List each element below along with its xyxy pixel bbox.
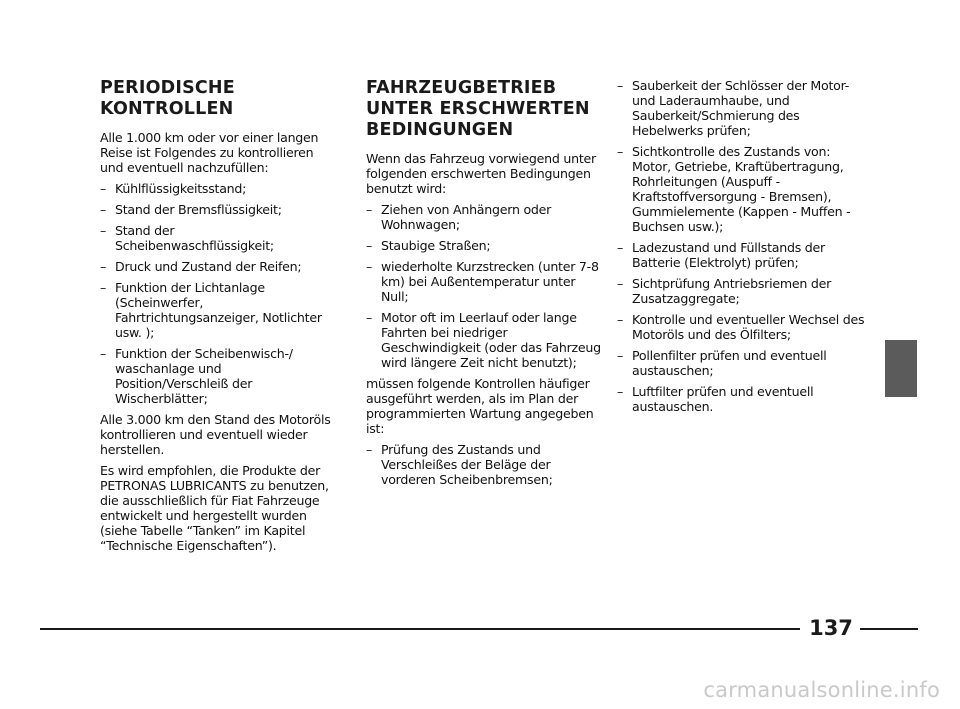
heading-line: PERIODISCHE xyxy=(100,78,235,98)
list-item: – Pollenfilter prüfen und eventuell austauschen; xyxy=(617,348,867,378)
severe-check-list xyxy=(366,442,604,487)
heading-line: BEDINGUNGEN xyxy=(366,120,514,140)
list-item: – Prüfung des Zustands und Verschleißes der Beläge der vorderen Scheibenbremsen; xyxy=(366,442,604,487)
heading-line: UNTER ERSCHWERTEN xyxy=(366,99,590,119)
intro-paragraph: Alle 1.000 km oder vor einer langen Reise ist Folgendes zu kontrollieren und eventuell nachzufüllen: xyxy=(100,130,319,175)
list-item: – Ziehen von Anhängern oder Wohnwagen; xyxy=(366,202,604,232)
condition-list xyxy=(366,202,604,370)
list-item: – Sauberkeit der Schlösser der Motor- und Laderaumhaube, und Sauberkeit/Schmierung des Hebelwerks prüfen; xyxy=(617,78,867,138)
heading-line: KONTROLLEN xyxy=(100,99,234,119)
page-number: 137 xyxy=(809,616,853,640)
list-item: – Stand der Scheibenwaschflüssigkeit; xyxy=(100,223,336,253)
list-item: – wiederholte Kurzstrecken (unter 7-8 km) bei Außentemperatur unter Null; xyxy=(366,259,604,304)
heading-severe-conditions xyxy=(366,78,604,141)
oil-check-paragraph: Alle 3.000 km den Stand des Motoröls kontrollieren und eventuell wieder herstellen. xyxy=(100,412,331,457)
list-item: – Kontrolle und eventueller Wechsel des Motoröls und des Ölfilters; xyxy=(617,312,867,342)
list-item: – Kühlflüssigkeitsstand; xyxy=(100,181,336,196)
footer-rule xyxy=(860,628,918,630)
column-severe-conditions xyxy=(366,78,604,493)
list-item: – Funktion der Scheibenwisch-/ waschanlage und Position/Verschleiß der Wischerblätter; xyxy=(100,346,336,406)
list-item: – Stand der Bremsflüssigkeit; xyxy=(100,202,336,217)
intro-paragraph: Wenn das Fahrzeug vorwiegend unter folgenden erschwerten Bedingungen benutzt wird: xyxy=(366,151,596,196)
column-periodic-checks xyxy=(100,78,336,559)
list-item: – Funktion der Lichtanlage (Scheinwerfer, Fahrtrichtungsanzeiger, Notlichter usw. ); xyxy=(100,280,336,340)
watermark: carmanualsonline.info xyxy=(703,678,940,702)
list-item: – Sichtkontrolle des Zustands von: Motor, Getriebe, Kraftübertragung, Rohrleitungen (Auspuff - Kraftstoffversorgung - Bremsen), Gummielemente (Kappen - Muffen - Buchsen usw.); xyxy=(617,144,867,234)
list-item: – Sichtprüfung Antriebsriemen der Zusatzaggregate; xyxy=(617,276,867,306)
list-item: – Druck und Zustand der Reifen; xyxy=(100,259,336,274)
list-item: – Ladezustand und Füllstands der Batterie (Elektrolyt) prüfen; xyxy=(617,240,867,270)
chapter-tab-marker xyxy=(885,340,917,397)
lubricant-recommendation-paragraph: Es wird empfohlen, die Produkte der PETRONAS LUBRICANTS zu benutzen, die ausschließlich für Fiat Fahrzeuge entwickelt und hergestellt wurden (siehe Tabelle “Tanken” im Kapitel “Technische Eigenschaften”). xyxy=(100,463,329,553)
column-severe-checks-continued xyxy=(617,78,867,420)
list-item: – Staubige Straßen; xyxy=(366,238,604,253)
periodic-check-list xyxy=(100,181,336,406)
severe-check-list-continued xyxy=(617,78,867,414)
heading-periodic-checks xyxy=(100,78,336,120)
list-item: – Motor oft im Leerlauf oder lange Fahrten bei niedriger Geschwindigkeit (oder das Fahrzeug wird längere Zeit nicht benutzt); xyxy=(366,310,604,370)
list-item: – Luftfilter prüfen und eventuell austauschen. xyxy=(617,384,867,414)
frequency-paragraph: müssen folgende Kontrollen häufiger ausgeführt werden, als im Plan der programmierten Wartung angegeben ist: xyxy=(366,376,594,436)
footer-rule xyxy=(40,628,800,630)
heading-line: FAHRZEUGBETRIEB xyxy=(366,78,557,98)
